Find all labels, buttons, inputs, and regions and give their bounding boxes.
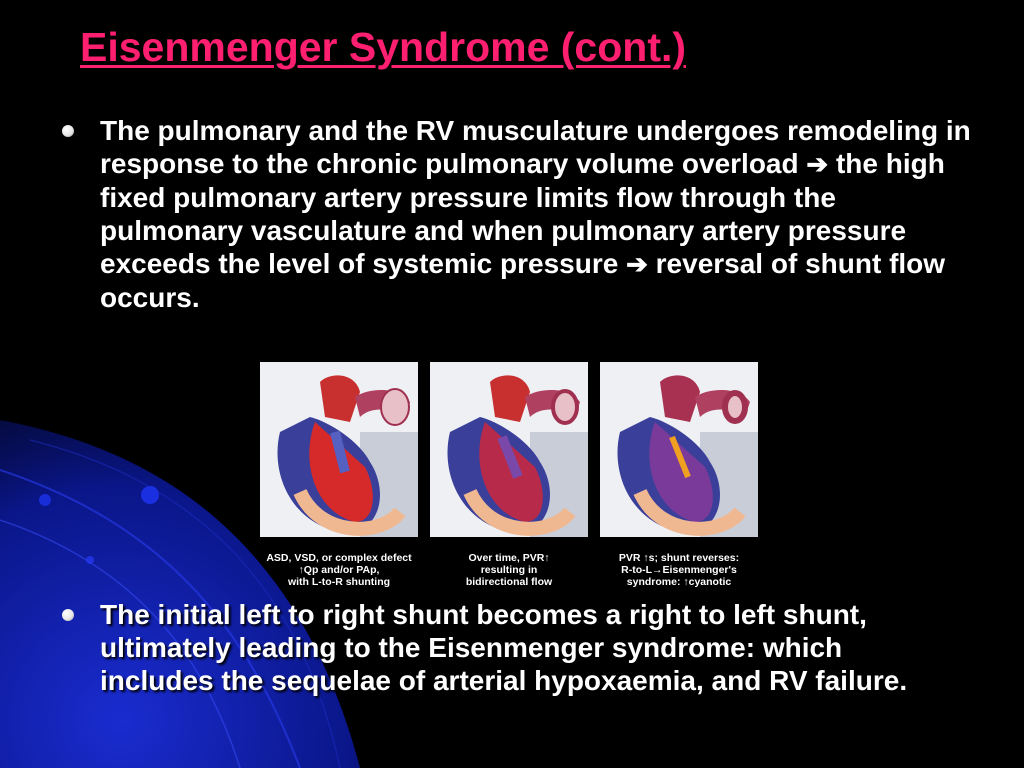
bullet-text [100,114,972,314]
heart-diagram-panel-2 [430,362,588,537]
panel-caption-1: ASD, VSD, or complex defect ↑Qp and/or PAp, with L-to-R shunting [266,552,412,588]
right-arrow-icon: ➔ [626,249,648,279]
bullet-text-part: the high fixed pulmonary artery pressure limits flow through the pulmonary vasculature and when pulmonary artery pressure exceeds the level of systemic pressure [100,148,945,279]
bullet-text: The initial left to right shunt becomes a right to left shunt, ultimately leading to the Eisenmenger syndrome: which includes the sequelae of arterial hypoxaemia, and RV failure. [100,599,908,696]
bullet-item-shunt-reversal [62,598,972,697]
heart-diagram-panel-1 [260,362,418,537]
bullet-text-part: The pulmonary and the RV musculature undergoes remodeling in response to the chronic pulmonary volume overload [100,115,971,179]
heart-diagram-panel-3 [600,362,758,537]
bullet-dot-icon [62,125,74,137]
panel-caption-3: PVR ↑s; shunt reverses: R-to-L→Eisenmenger's syndrome: ↑cyanotic [618,552,740,588]
panel-caption-2: Over time, PVR↑ resulting in bidirectional flow [465,552,553,588]
bullet-dot-icon [62,609,74,621]
slide-title: Eisenmenger Syndrome (cont.) [80,24,687,70]
bullet-text-part: reversal of shunt flow occurs. [100,248,946,313]
right-arrow-icon: ➔ [806,149,829,179]
bullet-item-remodeling [62,114,972,314]
